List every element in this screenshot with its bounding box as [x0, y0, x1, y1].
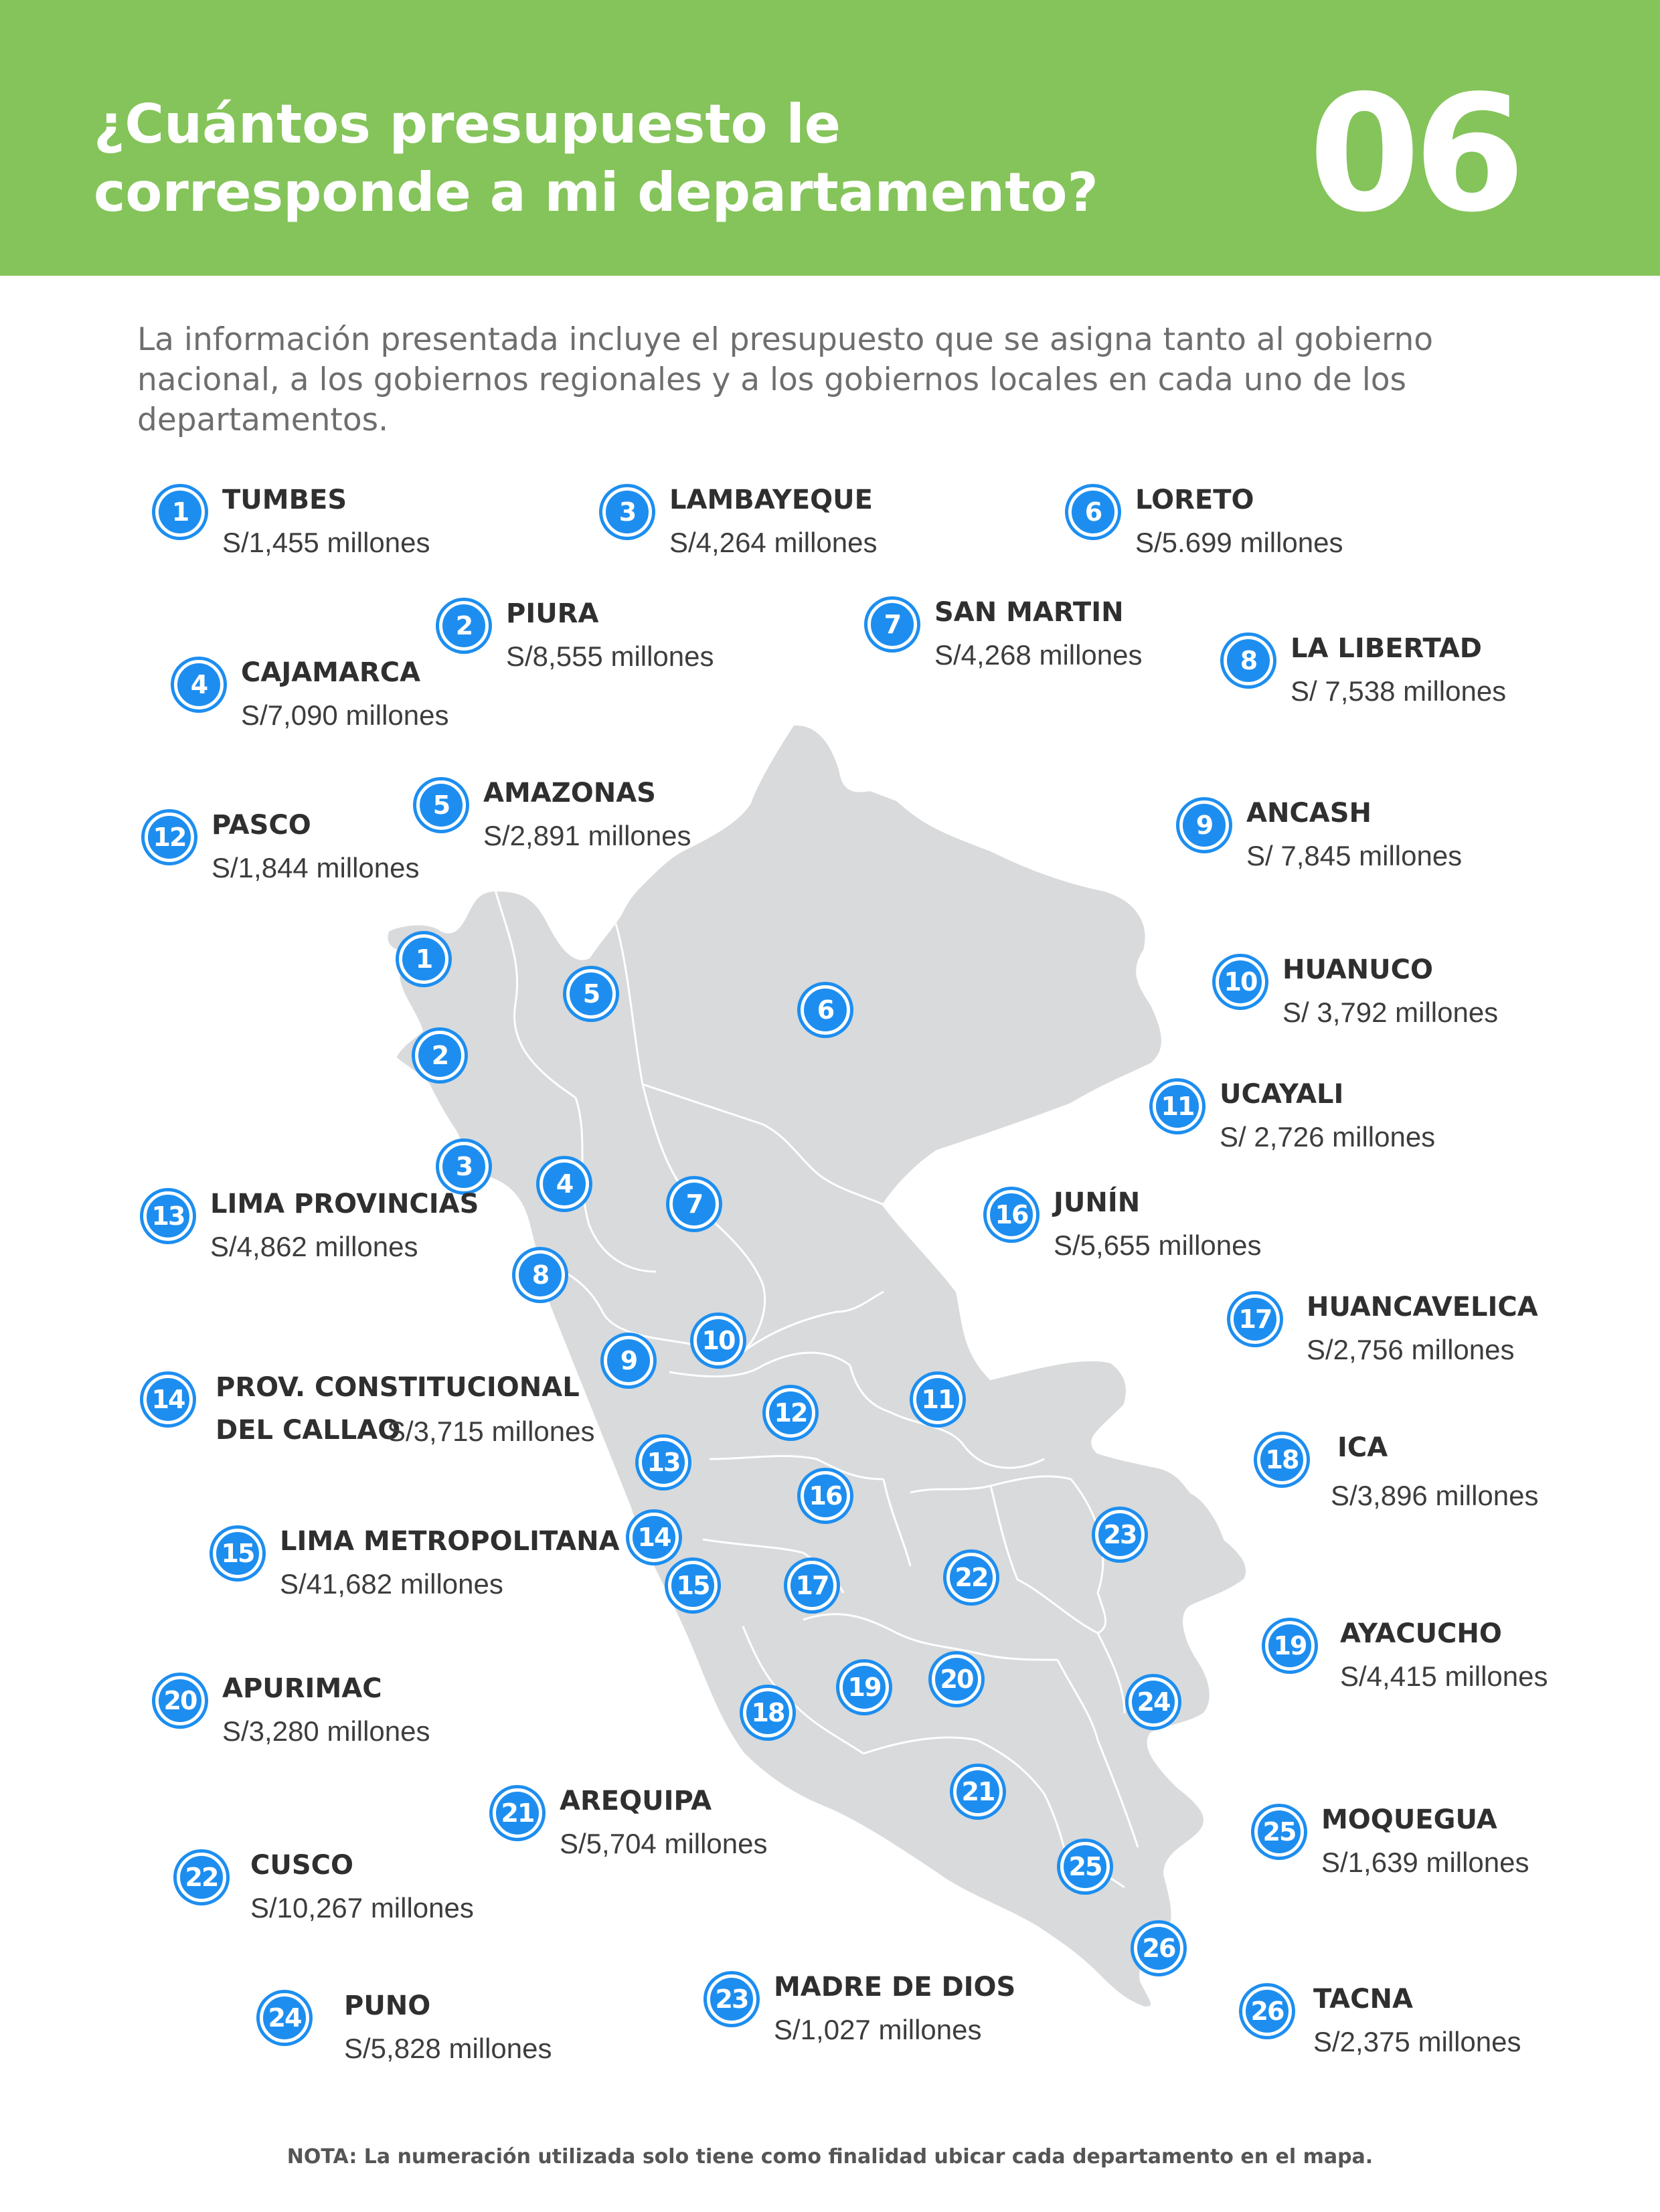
department-amount: S/4,415 millones [1340, 1661, 1548, 1692]
map-badge-22: 22 [946, 1553, 996, 1602]
legend-badge: 22 [177, 1853, 226, 1902]
legend-badge: 26 [1242, 1986, 1292, 2036]
department-name: LIMA METROPOLITANA [280, 1526, 620, 1557]
map-badge-11: 11 [913, 1375, 963, 1424]
department-amount: S/5.699 millones [1135, 527, 1343, 558]
department-name: CUSCO [250, 1850, 354, 1881]
map-badge-20: 20 [932, 1654, 981, 1704]
department-amount: S/1,844 millones [212, 852, 420, 883]
department-amount: S/3,896 millones [1331, 1480, 1539, 1511]
map-badge-14: 14 [629, 1513, 679, 1562]
department-amount: S/3,280 millones [222, 1715, 430, 1747]
legend-badge: 23 [707, 1974, 756, 2024]
department-amount: S/8,555 millones [506, 641, 714, 672]
map-badge-2: 2 [415, 1031, 465, 1080]
legend-badge: 20 [155, 1676, 205, 1725]
department-name: CAJAMARCA [241, 657, 421, 688]
legend-badge: 1 [155, 487, 205, 537]
legend-badge: 15 [213, 1529, 262, 1578]
department-amount: S/10,267 millones [250, 1892, 474, 1924]
legend-badge: 6 [1068, 487, 1118, 537]
legend-badge: 18 [1257, 1435, 1307, 1484]
legend-badge: 4 [174, 660, 224, 709]
map-badge-9: 9 [604, 1336, 653, 1385]
department-name: LORETO [1135, 485, 1254, 515]
department-name: AYACUCHO [1340, 1618, 1502, 1649]
department-amount: S/2,891 millones [483, 820, 691, 851]
legend-badge: 17 [1230, 1294, 1280, 1344]
department-name: LAMBAYEQUE [669, 485, 873, 515]
map-badge-1: 1 [399, 934, 448, 984]
map-badge-4: 4 [540, 1159, 589, 1209]
department-amount: S/ 7,845 millones [1246, 840, 1463, 871]
legend-badge: 5 [416, 780, 466, 830]
department-name: APURIMAC [222, 1673, 382, 1704]
department-name: ANCASH [1246, 798, 1372, 829]
department-name: MOQUEGUA [1321, 1804, 1497, 1835]
department-amount: S/1,455 millones [222, 527, 430, 558]
map-badge-19: 19 [839, 1663, 889, 1712]
legend-badge: 3 [602, 487, 652, 537]
department-name: PUNO [344, 1990, 431, 2021]
department-amount: S/2,756 millones [1307, 1334, 1515, 1365]
legend-badge: 13 [143, 1191, 193, 1241]
section-number: 06 [1309, 60, 1519, 248]
department-name: LIMA PROVINCIAS [210, 1189, 479, 1219]
department-amount: S/3,715 millones [387, 1416, 595, 1447]
map-badge-6: 6 [801, 985, 850, 1035]
map-badge-25: 25 [1060, 1842, 1110, 1891]
legend-badge: 7 [867, 600, 917, 649]
map-badge-15: 15 [668, 1561, 718, 1610]
legend-badge: 2 [439, 601, 489, 651]
department-name: AREQUIPA [560, 1786, 712, 1816]
map-badge-18: 18 [743, 1688, 793, 1737]
map-badge-26: 26 [1134, 1924, 1183, 1973]
legend-badge: 10 [1216, 957, 1265, 1007]
department-amount: S/ 3,792 millones [1282, 997, 1499, 1028]
department-name: PROV. CONSTITUCIONAL [216, 1372, 580, 1403]
intro-paragraph: La información presentada incluye el presupuesto que se asigna tanto al gobierno nacional, a los gobiernos regionales y a los gobiernos locales en cada uno de los departamentos. [137, 321, 1434, 438]
map-badge-23: 23 [1095, 1510, 1145, 1559]
department-amount: S/41,682 millones [280, 1568, 503, 1600]
legend-badge: 8 [1224, 636, 1273, 685]
department-amount: S/1,639 millones [1321, 1847, 1529, 1878]
department-name: PASCO [212, 810, 311, 841]
map-badge-3: 3 [439, 1142, 489, 1191]
department-name: HUANCAVELICA [1307, 1292, 1538, 1323]
map-badge-17: 17 [787, 1561, 837, 1610]
department-amount: S/4,268 millones [934, 639, 1143, 671]
map-badge-13: 13 [639, 1438, 688, 1487]
legend-badge: 25 [1254, 1807, 1304, 1857]
title-line-1: ¿Cuántos presupuesto le [94, 93, 841, 155]
map-badge-24: 24 [1129, 1677, 1178, 1727]
department-name: TUMBES [222, 485, 347, 515]
department-amount: S/ 2,726 millones [1220, 1121, 1436, 1153]
map-badge-5: 5 [566, 969, 616, 1019]
department-amount: S/5,655 millones [1054, 1229, 1262, 1261]
department-name: UCAYALI [1220, 1079, 1344, 1110]
department-amount: S/2,375 millones [1313, 2026, 1521, 2057]
department-name: JUNÍN [1054, 1187, 1141, 1218]
department-name: MADRE DE DIOS [774, 1972, 1016, 2003]
department-amount: S/ 7,538 millones [1291, 675, 1507, 707]
department-amount: S/4,264 millones [669, 527, 878, 558]
department-name-line2: DEL CALLAO [216, 1415, 401, 1446]
map-badge-8: 8 [515, 1250, 565, 1300]
department-amount: S/4,862 millones [210, 1231, 418, 1262]
department-name: ICA [1337, 1432, 1388, 1463]
legend-badge: 16 [987, 1190, 1036, 1240]
map-badge-10: 10 [693, 1316, 743, 1365]
legend-badge: 14 [143, 1375, 193, 1424]
map-badge-12: 12 [766, 1388, 815, 1438]
footnote: NOTA: La numeración utilizada solo tiene como finalidad ubicar cada departamento en el mapa. [286, 2145, 1374, 2168]
department-name: SAN MARTIN [934, 597, 1124, 628]
map-badge-16: 16 [801, 1471, 850, 1521]
department-name: PIURA [506, 598, 599, 629]
legend-badge: 19 [1265, 1621, 1315, 1671]
map-badge-7: 7 [669, 1179, 719, 1229]
department-amount: S/5,704 millones [560, 1828, 768, 1859]
legend-badge: 24 [260, 1993, 309, 2043]
department-name: TACNA [1313, 1984, 1413, 2015]
legend-badge: 9 [1179, 800, 1229, 850]
title-line-2: corresponde a mi departamento? [94, 161, 1098, 224]
map-badge-21: 21 [953, 1767, 1003, 1816]
department-name: LA LIBERTAD [1291, 633, 1482, 664]
department-amount: S/7,090 millones [241, 699, 449, 731]
department-amount: S/1,027 millones [774, 2014, 982, 2045]
legend-badge: 12 [145, 813, 194, 862]
legend-badge: 11 [1153, 1082, 1202, 1131]
department-amount: S/5,828 millones [344, 2033, 552, 2064]
department-name: AMAZONAS [483, 778, 656, 809]
legend-badge: 21 [493, 1788, 542, 1838]
department-name: HUANUCO [1282, 954, 1433, 985]
